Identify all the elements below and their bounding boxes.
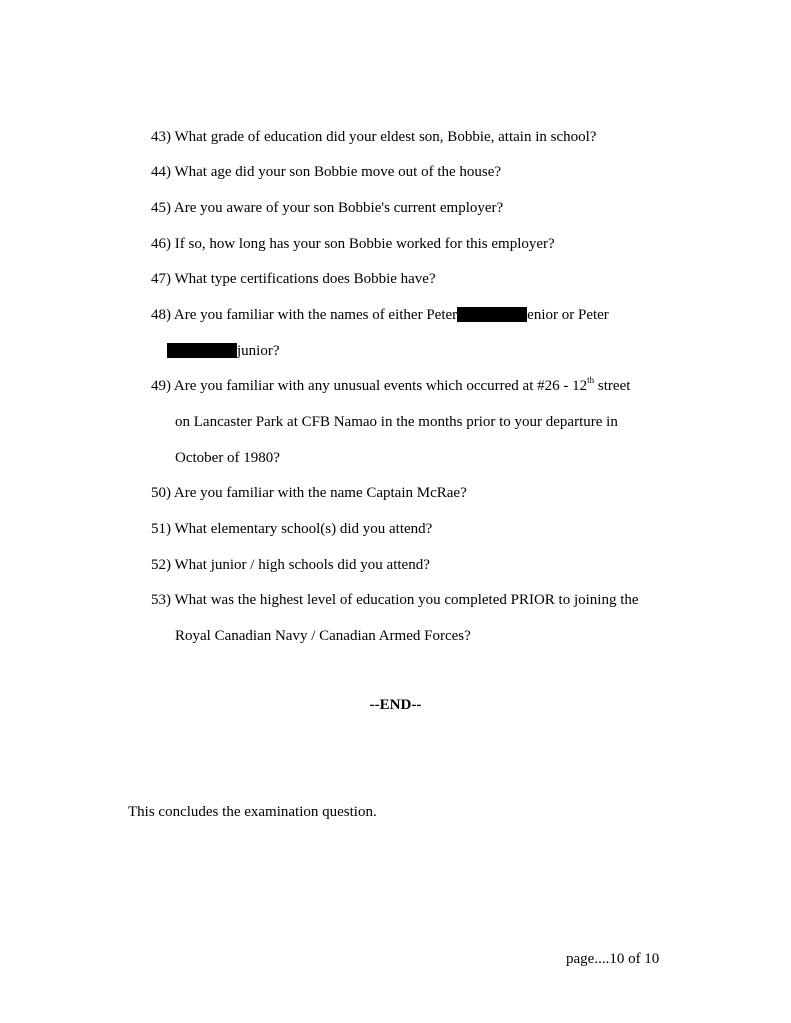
- question-49-line3: October of 1980?: [175, 450, 280, 466]
- question-53-line2: Royal Canadian Navy / Canadian Armed Forces?: [175, 628, 471, 644]
- question-49-superscript: th: [587, 375, 595, 385]
- question-51: 51) What elementary school(s) did you attend?: [151, 521, 433, 537]
- question-45: 45) Are you aware of your son Bobbie's current employer?: [151, 200, 504, 216]
- question-48-text-c: junior?: [237, 343, 280, 359]
- redaction-bar: [457, 307, 527, 322]
- question-47: 47) What type certifications does Bobbie have?: [151, 271, 436, 287]
- question-52: 52) What junior / high schools did you attend?: [151, 557, 430, 573]
- question-49-line1: [151, 377, 630, 395]
- question-43: 43) What grade of education did your eldest son, Bobbie, attain in school?: [151, 129, 597, 145]
- question-49-text-b: street: [594, 378, 631, 394]
- question-49-line2: on Lancaster Park at CFB Namao in the months prior to your departure in: [175, 414, 618, 430]
- question-46: 46) If so, how long has your son Bobbie worked for this employer?: [151, 236, 555, 252]
- conclusion-text: This concludes the examination question.: [128, 804, 377, 820]
- question-44: 44) What age did your son Bobbie move out of the house?: [151, 164, 502, 180]
- page-number: page....10 of 10: [566, 951, 660, 967]
- question-48-text-a: 48) Are you familiar with the names of either Peter: [151, 307, 458, 323]
- question-48-line2: [167, 342, 280, 360]
- question-49-text-a: 49) Are you familiar with any unusual events which occurred at #26 - 12: [151, 378, 588, 394]
- question-48-line1: [151, 306, 609, 324]
- redaction-bar: [167, 343, 237, 358]
- end-marker: --END--: [369, 697, 422, 713]
- question-50: 50) Are you familiar with the name Captain McRae?: [151, 485, 467, 501]
- question-48-text-b: enior or Peter: [527, 307, 609, 323]
- question-53-line1: 53) What was the highest level of education you completed PRIOR to joining the: [151, 592, 639, 608]
